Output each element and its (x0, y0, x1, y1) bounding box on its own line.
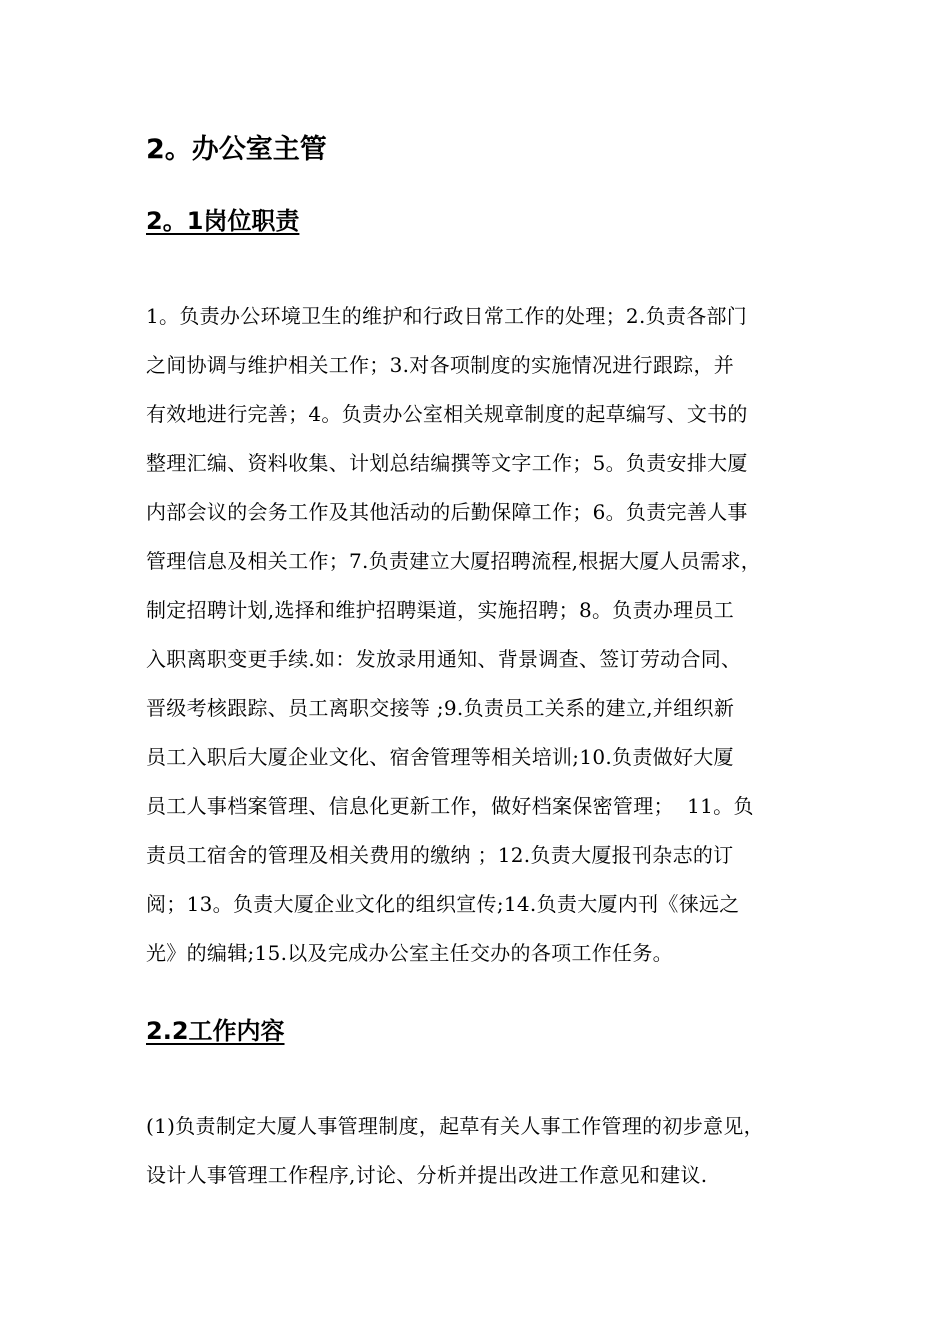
duties-line: 整理汇编、资料收集、计划总结编撰等文字工作；5。负责安排大厦 (146, 451, 748, 475)
subsection-heading-job-duties: 2。1岗位职责 (146, 207, 300, 235)
work-content-line: 设计人事管理工作程序,讨论、分析并提出改进工作意见和建议. (146, 1163, 708, 1187)
duties-line: 阅；13。负责大厦企业文化的组织宣传;14.负责大厦内刊《徕远之 (146, 892, 740, 916)
duties-line: 1。负责办公环境卫生的维护和行政日常工作的处理；2.负责各部门 (146, 304, 748, 328)
duties-line: 员工入职后大厦企业文化、宿舍管理等相关培训;10.负责做好大厦 (146, 745, 734, 769)
duties-line: 光》的编辑;15.以及完成办公室主任交办的各项工作任务。 (146, 941, 673, 965)
duties-line: 员工人事档案管理、信息化更新工作，做好档案保密管理； 11。负 (146, 794, 754, 818)
duties-line: 制定招聘计划,选择和维护招聘渠道，实施招聘；8。负责办理员工 (146, 598, 735, 622)
duties-line: 晋级考核跟踪、员工离职交接等 ;9.负责员工关系的建立,并组织新 (146, 696, 735, 720)
work-content-line: (1)负责制定大厦人事管理制度，起草有关人事工作管理的初步意见， (146, 1114, 764, 1138)
duties-line: 责员工宿舍的管理及相关费用的缴纳 ；12.负责大厦报刊杂志的订 (146, 843, 734, 867)
section-title: 2。办公室主管 (146, 134, 327, 165)
duties-line: 管理信息及相关工作；7.负责建立大厦招聘流程,根据大厦人员需求， (146, 549, 762, 573)
duties-line: 内部会议的会务工作及其他活动的后勤保障工作；6。负责完善人事 (146, 500, 748, 524)
duties-line: 之间协调与维护相关工作；3.对各项制度的实施情况进行跟踪，并 (146, 353, 735, 377)
subsection-heading-work-content: 2.2工作内容 (146, 1017, 285, 1045)
duties-line: 有效地进行完善；4。负责办公室相关规章制度的起草编写、文书的 (146, 402, 748, 426)
duties-line: 入职离职变更手续.如：发放录用通知、背景调查、签订劳动合同、 (146, 647, 742, 671)
